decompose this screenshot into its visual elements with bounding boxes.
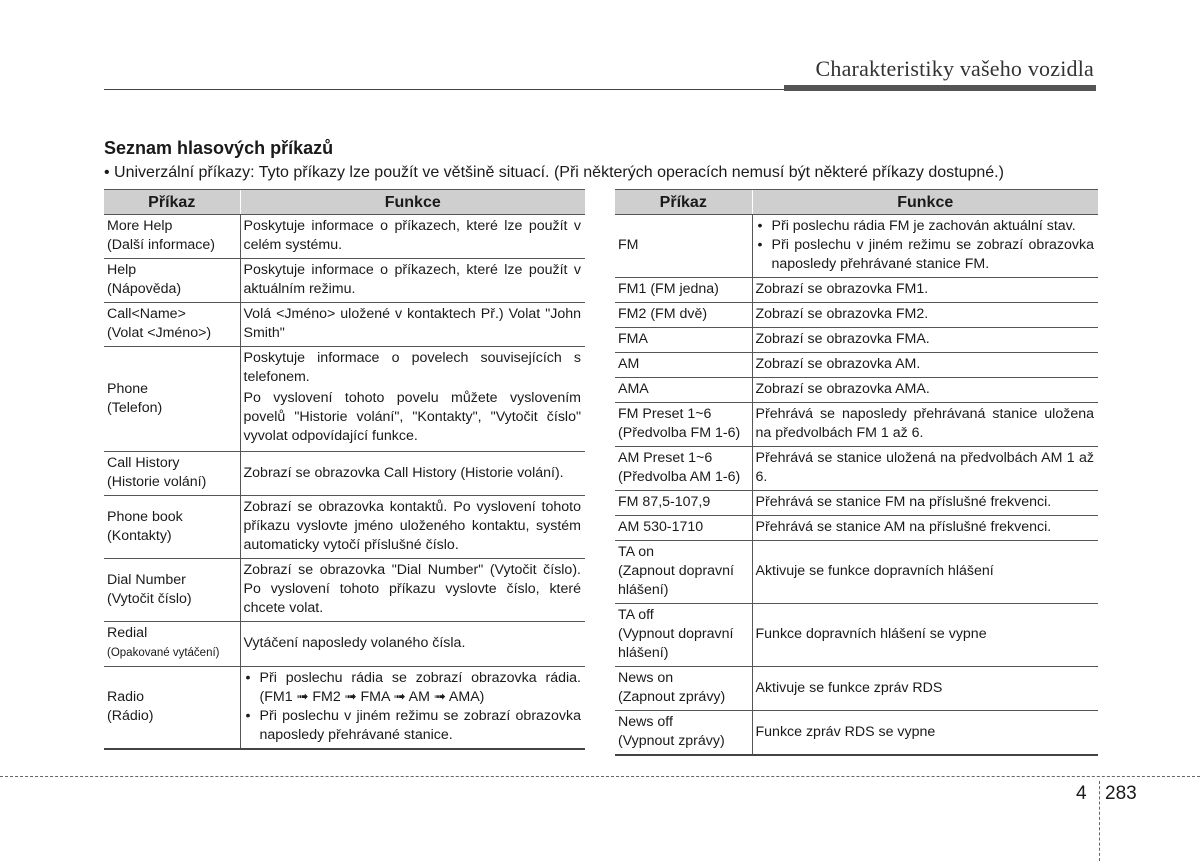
command-name: Phone book <box>107 508 183 525</box>
function-cell <box>240 667 585 750</box>
function-cell: Aktivuje se funkce dopravních hlášení <box>752 541 1098 604</box>
function-cell: Zobrazí se obrazovka Call History (Historie volání). <box>240 452 585 496</box>
table-row <box>615 278 1098 303</box>
command-cell <box>104 452 240 496</box>
voice-commands-table-left <box>104 189 585 750</box>
function-cell: Zobrazí se obrazovka FM2. <box>752 303 1098 328</box>
footer-dashed-rule <box>0 776 1200 777</box>
function-cell <box>752 215 1098 278</box>
function-cell: Přehrává se naposledy přehrávaná stanice uložena na předvolbách FM 1 až 6. <box>752 403 1098 447</box>
command-translation: (Zapnout zprávy) <box>618 689 726 705</box>
command-cell <box>104 215 240 259</box>
command-cell <box>104 559 240 622</box>
chapter-number: 4 <box>1076 783 1087 804</box>
voice-commands-table-right <box>615 189 1098 756</box>
command-cell <box>615 711 752 756</box>
command-name: Radio <box>107 689 145 705</box>
table-row <box>615 447 1098 491</box>
table-row <box>104 496 585 559</box>
command-cell <box>104 259 240 303</box>
function-cell: Přehrává se stanice uložená na předvolbách AM 1 až 6. <box>752 447 1098 491</box>
function-paragraph: Po vyslovení tohoto povelu můžete vyslovením povelů "Historie volání", "Kontakty", "Vytočit číslo" vyvolat odpovídající funkce. <box>243 390 581 444</box>
table-row <box>615 541 1098 604</box>
command-translation: (Rádio) <box>107 708 154 724</box>
section-title: Seznam hlasových příkazů <box>104 138 334 158</box>
function-cell: Zobrazí se obrazovka AM. <box>752 353 1098 378</box>
table-row <box>104 215 585 259</box>
command-translation: (Opakované vytáčení) <box>107 647 220 659</box>
function-cell: Funkce dopravních hlášení se vypne <box>752 604 1098 667</box>
command-translation: (Nápověda) <box>107 281 182 297</box>
function-cell: Zobrazí se obrazovka kontaktů. Po vyslovení tohoto příkazu vyslovte jméno uloženého kontaktu, systém automaticky vytočí příslušné číslo. <box>240 496 585 559</box>
command-name: Help <box>107 262 137 278</box>
function-cell: Zobrazí se obrazovka FM1. <box>752 278 1098 303</box>
table-header-row <box>615 190 1098 215</box>
intro-text: • Univerzální příkazy: Tyto příkazy lze použít ve většině situací. (Při některých operacích nemusí být některé příkazy dostupné.) <box>104 164 1004 181</box>
command-cell <box>615 328 752 353</box>
command-cell <box>615 541 752 604</box>
command-name: AM Preset 1~6 <box>618 450 713 466</box>
function-cell <box>240 347 585 452</box>
table-row <box>615 303 1098 328</box>
function-cell: Vytáčení naposledy volaného čísla. <box>240 622 585 667</box>
command-translation: hlášení) <box>618 582 669 598</box>
function-bullet: • Při poslechu rádia FM je zachován aktuální stav. <box>756 217 1095 236</box>
command-name: AMA <box>618 381 649 397</box>
command-translation: (Volat <Jméno>) <box>107 325 212 341</box>
function-bullet-list <box>244 669 582 745</box>
table-row <box>104 622 585 667</box>
command-name: FM 87,5-107,9 <box>618 494 711 510</box>
command-name: Dial Number <box>107 571 186 588</box>
command-name: FM <box>618 237 639 253</box>
table-row <box>615 215 1098 278</box>
command-cell <box>615 447 752 491</box>
command-cell <box>615 516 752 541</box>
footer-page-divider <box>1099 781 1100 861</box>
function-cell: Volá <Jméno> uložené v kontaktech Př.) Volat "John Smith" <box>240 303 585 347</box>
table-row <box>615 328 1098 353</box>
command-cell <box>104 303 240 347</box>
command-name: TA off <box>618 607 654 623</box>
function-cell: Přehrává se stanice AM na příslušné frekvenci. <box>752 516 1098 541</box>
column-header-function: Funkce <box>240 190 585 215</box>
table-row <box>615 378 1098 403</box>
table-row <box>104 259 585 303</box>
function-cell: Zobrazí se obrazovka FMA. <box>752 328 1098 353</box>
table-header-row <box>104 190 585 215</box>
command-name: AM <box>618 356 640 372</box>
command-name: TA on <box>618 544 655 560</box>
command-name: FM Preset 1~6 <box>618 406 712 422</box>
command-translation: (Historie volání) <box>107 474 207 490</box>
command-cell <box>615 215 752 278</box>
command-name: Phone <box>107 380 149 397</box>
function-bullet: • Při poslechu v jiném režimu se zobrazí obrazovka naposledy přehrávané stanice. <box>244 707 582 745</box>
table-row <box>104 559 585 622</box>
command-cell <box>615 491 752 516</box>
command-translation: (Předvolba AM 1-6) <box>618 469 741 485</box>
command-cell <box>615 604 752 667</box>
command-translation: (Vypnout dopravní <box>618 626 734 642</box>
command-name: Call History <box>107 455 180 471</box>
function-cell: Aktivuje se funkce zpráv RDS <box>752 667 1098 711</box>
command-name: FMA <box>618 331 648 347</box>
command-cell <box>615 667 752 711</box>
column-header-command: Příkaz <box>615 190 752 215</box>
command-cell <box>615 303 752 328</box>
command-translation: (Vypnout zprávy) <box>618 733 725 749</box>
command-name: News on <box>618 670 674 686</box>
command-cell <box>104 622 240 667</box>
table-row <box>615 711 1098 756</box>
function-cell: Zobrazí se obrazovka AMA. <box>752 378 1098 403</box>
command-cell <box>615 353 752 378</box>
table-row <box>615 353 1098 378</box>
function-cell: Zobrazí se obrazovka "Dial Number" (Vytočit číslo). Po vyslovení tohoto příkazu vyslovte číslo, které chcete volat. <box>240 559 585 622</box>
command-name: More Help <box>107 218 173 234</box>
function-cell: Poskytuje informace o příkazech, které lze použít v celém systému. <box>240 215 585 259</box>
command-cell <box>615 278 752 303</box>
function-paragraph: Poskytuje informace o povelech souvisejících s telefonem. <box>243 350 581 385</box>
table-row <box>615 403 1098 447</box>
command-cell <box>104 347 240 452</box>
command-name: FM2 (FM dvě) <box>618 306 708 322</box>
table-row <box>615 491 1098 516</box>
command-name: News off <box>618 714 673 730</box>
command-translation: (Telefon) <box>107 399 163 416</box>
command-cell <box>615 403 752 447</box>
command-name: Redial <box>107 625 148 641</box>
command-translation: (Zapnout dopravní <box>618 563 734 579</box>
table-row <box>615 667 1098 711</box>
command-cell <box>104 667 240 750</box>
command-name: AM 530-1710 <box>618 519 704 535</box>
header-rule-accent <box>784 85 1096 91</box>
table-row <box>615 604 1098 667</box>
command-name: Call<Name> <box>107 306 186 322</box>
table-row <box>104 347 585 452</box>
page-number: 283 <box>1105 783 1137 804</box>
table-row <box>104 667 585 750</box>
command-translation: (Vytočit číslo) <box>107 590 192 607</box>
table-row <box>104 303 585 347</box>
header-rule <box>104 89 784 90</box>
function-bullet-list <box>756 217 1095 274</box>
page-header-title: Charakteristiky vašeho vozidla <box>815 56 1094 81</box>
function-bullet: • Při poslechu v jiném režimu se zobrazí obrazovka naposledy přehrávané stanice FM. <box>756 236 1095 274</box>
function-cell: Poskytuje informace o příkazech, které lze použít v aktuálním režimu. <box>240 259 585 303</box>
command-name: FM1 (FM jedna) <box>618 281 719 297</box>
command-translation: (Další informace) <box>107 237 216 253</box>
table-row <box>104 452 585 496</box>
function-cell: Funkce zpráv RDS se vypne <box>752 711 1098 756</box>
command-cell <box>615 378 752 403</box>
table-row <box>615 516 1098 541</box>
column-header-command: Příkaz <box>104 190 240 215</box>
function-bullet: • Při poslechu rádia se zobrazí obrazovka rádia. (FM1 ➟ FM2 ➟ FMA ➟ AM ➟ AMA) <box>244 669 582 707</box>
command-cell <box>104 496 240 559</box>
command-translation: (Kontakty) <box>107 527 172 544</box>
function-cell: Přehrává se stanice FM na příslušné frekvenci. <box>752 491 1098 516</box>
command-translation: (Předvolba FM 1-6) <box>618 425 741 441</box>
command-translation: hlášení) <box>618 645 669 661</box>
column-header-function: Funkce <box>752 190 1098 215</box>
